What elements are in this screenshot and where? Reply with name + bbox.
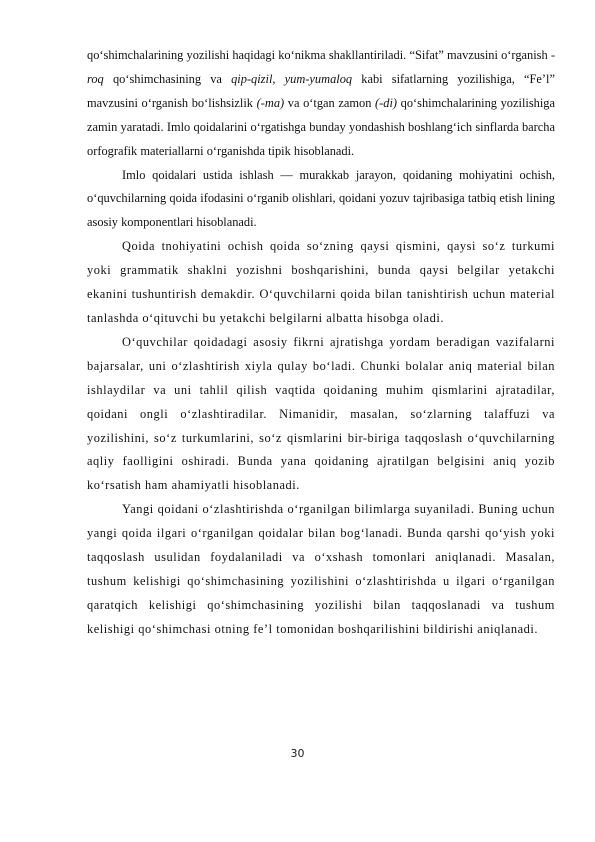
italic-text-segment: (-di) <box>375 95 398 110</box>
italic-text-segment: qip-qizil, yum-yumaloq <box>231 71 353 86</box>
paragraph-1 <box>87 44 555 164</box>
italic-text-segment: -roq <box>87 48 555 86</box>
text-segment: va o‘tgan zamon <box>284 95 375 110</box>
paragraph-5 <box>87 498 555 641</box>
paragraph-3 <box>87 235 555 331</box>
text-segment: Imlo qoidalari ustida ishlash — murakkab jarayon, qoidaning mohiyatini ochish, o‘quvchilarning qoida ifodasini o‘rganib olishlari, qoidani yozuv tajribasiga tatbiq etish lining asosiy komponentlari hisoblanadi. <box>87 167 555 230</box>
paragraph-2 <box>87 164 555 236</box>
text-segment: kabi sifatlarning yozilishiga, “Fe’l” mavzusini o‘rganish bo‘lishsizlik <box>87 71 555 110</box>
page-number: 30 <box>290 747 305 760</box>
italic-text-segment: (-ma) <box>256 95 285 110</box>
text-segment: qo‘shimchasining va <box>103 71 232 86</box>
text-segment: O‘quvchilar qoidadagi asosiy fikrni ajratishga yordam beradigan vazifalarni bajarsalar, uni o‘zlashtirish xiyla qulay bo‘ladi. Chunki bolalar aniq material bilan ishlaydilar va uni tahlil qilish vaqtida qoidaning muhim qismlarini ajratadilar, qoidani ongli o‘zlashtiradilar. Nimanidir, masalan, so‘zlarning talaffuzi va yozilishini, so‘z turkumlarini, so‘z qismlarini bir-biriga taqqoslash o‘quvchilarning aqliy faolligini oshiradi. Bunda yana qoidaning ajratilgan belgisini aniq yozib ko‘rsatish ham ahamiyatli hisoblanadi. <box>87 334 555 493</box>
text-segment: qo‘shimchalarining yozilishi haqidagi ko‘nikma shakllantiriladi. “Sifat” mavzusini o‘rganish <box>87 48 551 62</box>
document-body <box>87 44 555 642</box>
text-segment: Qoida tnohiyatini ochish qoida so‘zning qaysi qismini, qaysi so‘z turkumi yoki grammatik shaklni yozishni boshqarishini, bunda qaysi belgilar yetakchi ekanini tushuntirish demakdir. O‘quvchilarni qoida bilan tanishtirish uchun material tanlashda o‘qituvchi bu yetakchi belgilarni albatta hisobga oladi. <box>87 239 555 325</box>
paragraph-4 <box>87 331 555 498</box>
text-segment: Yangi qoidani o‘zlashtirishda o‘rganilgan bilimlarga suyaniladi. Buning uchun yangi qoida ilgari o‘rganilgan qoidalar bilan bog‘lanadi. Bunda qarshi qo‘yish yoki taqqoslash usulidan foydalaniladi va o‘xshash tomonlari aniqlanadi. Masalan, tushum kelishigi qo‘shimchasining yozilishini o‘zlashtirishda u ilgari o‘rganilgan qaratqich kelishigi qo‘shimchasining yozilishi bilan taqqoslanadi va tushum kelishigi qo‘shimchasi otning fe’l tomonidan boshqarilishini bildirishi aniqlanadi. <box>87 502 555 636</box>
text-segment: qo‘shimchalarining yozilishiga zamin yaratadi. Imlo qoidalarini o‘rgatishga bunday yondashish boshlang‘ich sinflarda barcha orfografik materiallarni o‘rganishda tipik hisoblanadi. <box>87 95 555 158</box>
